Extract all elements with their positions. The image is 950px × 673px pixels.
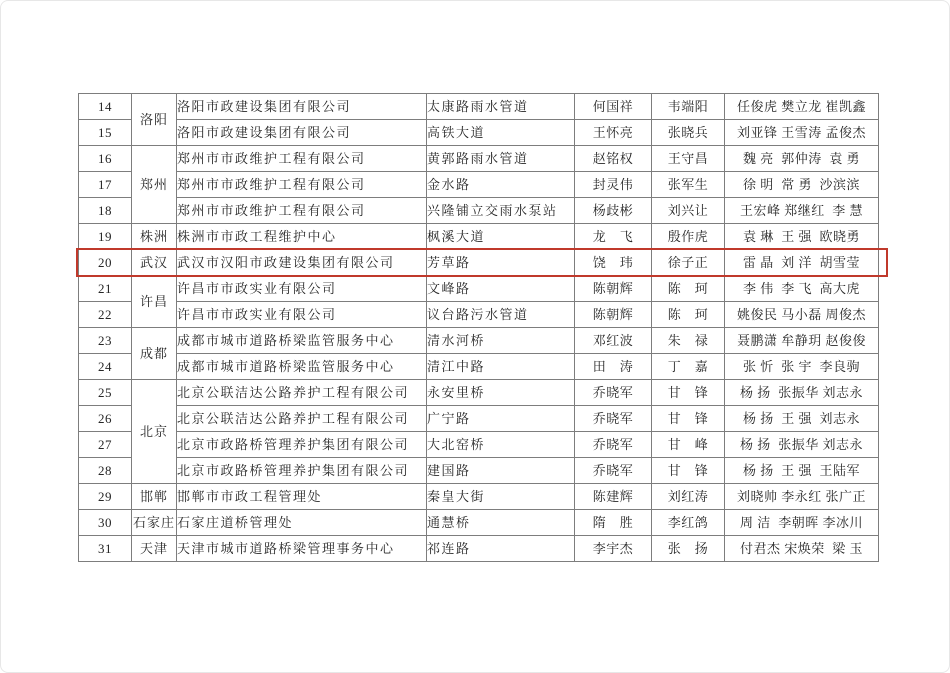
cell-leader2: 徐子正	[652, 250, 725, 276]
table-row-26	[79, 406, 879, 432]
table-row-31	[79, 536, 879, 562]
cell-company: 成都市城市道路桥梁监管服务中心	[177, 354, 427, 380]
table-row-25	[79, 380, 879, 406]
cell-city: 洛阳	[132, 94, 177, 146]
award-table-wrap	[78, 93, 879, 562]
cell-members: 李 伟 李 飞 高大虎	[725, 276, 879, 302]
cell-road: 太康路雨水管道	[427, 94, 575, 120]
table-row-17	[79, 172, 879, 198]
cell-road: 芳草路	[427, 250, 575, 276]
cell-number: 17	[79, 172, 132, 198]
cell-company: 郑州市市政维护工程有限公司	[177, 198, 427, 224]
table-row-18	[79, 198, 879, 224]
cell-leader1: 邓红波	[575, 328, 652, 354]
cell-leader1: 何国祥	[575, 94, 652, 120]
cell-company: 洛阳市政建设集团有限公司	[177, 94, 427, 120]
cell-leader1: 李宇杰	[575, 536, 652, 562]
cell-company: 许昌市市政实业有限公司	[177, 276, 427, 302]
cell-leader2: 朱 禄	[652, 328, 725, 354]
table-row-14	[79, 94, 879, 120]
cell-members: 付君杰 宋焕荣 梁 玉	[725, 536, 879, 562]
cell-leader2: 韦端阳	[652, 94, 725, 120]
cell-leader1: 赵铭权	[575, 146, 652, 172]
cell-city: 武汉	[132, 250, 177, 276]
cell-road: 永安里桥	[427, 380, 575, 406]
table-row-22	[79, 302, 879, 328]
cell-members: 杨 扬 王 强 刘志永	[725, 406, 879, 432]
cell-number: 24	[79, 354, 132, 380]
table-row-16	[79, 146, 879, 172]
cell-leader1: 陈朝辉	[575, 276, 652, 302]
cell-road: 文峰路	[427, 276, 575, 302]
cell-number: 22	[79, 302, 132, 328]
cell-company: 石家庄道桥管理处	[177, 510, 427, 536]
table-row-29	[79, 484, 879, 510]
cell-leader2: 张军生	[652, 172, 725, 198]
cell-road: 秦皇大街	[427, 484, 575, 510]
cell-leader1: 隋 胜	[575, 510, 652, 536]
cell-company: 株洲市市政工程维护中心	[177, 224, 427, 250]
cell-leader1: 陈朝辉	[575, 302, 652, 328]
cell-leader2: 陈 珂	[652, 302, 725, 328]
cell-company: 郑州市市政维护工程有限公司	[177, 172, 427, 198]
cell-leader2: 张晓兵	[652, 120, 725, 146]
cell-members: 周 洁 李朝晖 李冰川	[725, 510, 879, 536]
cell-company: 郑州市市政维护工程有限公司	[177, 146, 427, 172]
cell-members: 杨 扬 王 强 王陆军	[725, 458, 879, 484]
cell-members: 徐 明 常 勇 沙滨滨	[725, 172, 879, 198]
cell-city: 成都	[132, 328, 177, 380]
cell-leader1: 乔晓军	[575, 380, 652, 406]
cell-number: 28	[79, 458, 132, 484]
cell-number: 21	[79, 276, 132, 302]
cell-city: 许昌	[132, 276, 177, 328]
cell-leader2: 刘兴让	[652, 198, 725, 224]
cell-members: 刘亚锋 王雪涛 孟俊杰	[725, 120, 879, 146]
award-table-body	[79, 94, 879, 562]
cell-city: 北京	[132, 380, 177, 484]
cell-number: 15	[79, 120, 132, 146]
table-row-30	[79, 510, 879, 536]
cell-members: 刘晓帅 李永红 张广正	[725, 484, 879, 510]
cell-road: 广宁路	[427, 406, 575, 432]
cell-company: 北京公联洁达公路养护工程有限公司	[177, 380, 427, 406]
cell-road: 建国路	[427, 458, 575, 484]
table-row-19	[79, 224, 879, 250]
cell-company: 洛阳市政建设集团有限公司	[177, 120, 427, 146]
cell-leader1: 乔晓军	[575, 432, 652, 458]
cell-number: 27	[79, 432, 132, 458]
cell-road: 金水路	[427, 172, 575, 198]
table-row-15	[79, 120, 879, 146]
cell-leader1: 王怀亮	[575, 120, 652, 146]
cell-number: 16	[79, 146, 132, 172]
table-row-28	[79, 458, 879, 484]
cell-leader2: 李红鸽	[652, 510, 725, 536]
table-row-24	[79, 354, 879, 380]
cell-number: 30	[79, 510, 132, 536]
cell-company: 成都市城市道路桥梁监管服务中心	[177, 328, 427, 354]
cell-road: 兴隆铺立交雨水泵站	[427, 198, 575, 224]
cell-road: 清水河桥	[427, 328, 575, 354]
cell-city: 邯郸	[132, 484, 177, 510]
cell-leader2: 王守昌	[652, 146, 725, 172]
cell-number: 25	[79, 380, 132, 406]
cell-road: 黄郭路雨水管道	[427, 146, 575, 172]
cell-company: 邯郸市市政工程管理处	[177, 484, 427, 510]
cell-members: 张 忻 张 宇 李良驹	[725, 354, 879, 380]
table-row-21	[79, 276, 879, 302]
cell-company: 北京市政路桥管理养护集团有限公司	[177, 432, 427, 458]
cell-members: 王宏峰 郑继红 李 慧	[725, 198, 879, 224]
cell-number: 29	[79, 484, 132, 510]
cell-leader1: 杨歧彬	[575, 198, 652, 224]
cell-members: 杨 扬 张振华 刘志永	[725, 432, 879, 458]
cell-road: 大北窑桥	[427, 432, 575, 458]
cell-road: 清江中路	[427, 354, 575, 380]
cell-leader1: 乔晓军	[575, 458, 652, 484]
cell-number: 19	[79, 224, 132, 250]
cell-road: 枫溪大道	[427, 224, 575, 250]
cell-leader2: 陈 珂	[652, 276, 725, 302]
cell-leader1: 龙 飞	[575, 224, 652, 250]
cell-number: 31	[79, 536, 132, 562]
cell-road: 高铁大道	[427, 120, 575, 146]
cell-members: 任俊虎 樊立龙 崔凯鑫	[725, 94, 879, 120]
table-row-20-highlighted	[79, 250, 879, 276]
table-row-23	[79, 328, 879, 354]
award-table	[78, 93, 879, 562]
cell-company: 北京公联洁达公路养护工程有限公司	[177, 406, 427, 432]
cell-leader2: 丁 嘉	[652, 354, 725, 380]
cell-company: 武汉市汉阳市政建设集团有限公司	[177, 250, 427, 276]
cell-leader2: 刘红涛	[652, 484, 725, 510]
cell-members: 雷 晶 刘 洋 胡雪莹	[725, 250, 879, 276]
cell-city: 石家庄	[132, 510, 177, 536]
cell-members: 袁 琳 王 强 欧晓勇	[725, 224, 879, 250]
cell-leader2: 甘 峰	[652, 432, 725, 458]
cell-leader1: 饶 玮	[575, 250, 652, 276]
cell-members: 魏 亮 郭仲涛 袁 勇	[725, 146, 879, 172]
table-row-27	[79, 432, 879, 458]
cell-members: 姚俊民 马小磊 周俊杰	[725, 302, 879, 328]
cell-city: 株洲	[132, 224, 177, 250]
cell-leader1: 陈建辉	[575, 484, 652, 510]
cell-leader2: 殷作虎	[652, 224, 725, 250]
cell-company: 许昌市市政实业有限公司	[177, 302, 427, 328]
cell-city: 郑州	[132, 146, 177, 224]
cell-leader2: 甘 锋	[652, 380, 725, 406]
cell-leader1: 封灵伟	[575, 172, 652, 198]
cell-leader2: 甘 锋	[652, 406, 725, 432]
cell-number: 20	[79, 250, 132, 276]
cell-members: 杨 扬 张振华 刘志永	[725, 380, 879, 406]
cell-company: 北京市政路桥管理养护集团有限公司	[177, 458, 427, 484]
cell-company: 天津市城市道路桥梁管理事务中心	[177, 536, 427, 562]
cell-number: 23	[79, 328, 132, 354]
cell-leader2: 张 扬	[652, 536, 725, 562]
cell-city: 天津	[132, 536, 177, 562]
cell-road: 议台路污水管道	[427, 302, 575, 328]
cell-number: 26	[79, 406, 132, 432]
cell-members: 聂鹏潇 牟静玥 赵俊俊	[725, 328, 879, 354]
cell-number: 14	[79, 94, 132, 120]
cell-road: 通慧桥	[427, 510, 575, 536]
cell-leader1: 田 涛	[575, 354, 652, 380]
cell-road: 祁连路	[427, 536, 575, 562]
cell-leader2: 甘 锋	[652, 458, 725, 484]
cell-number: 18	[79, 198, 132, 224]
cell-leader1: 乔晓军	[575, 406, 652, 432]
